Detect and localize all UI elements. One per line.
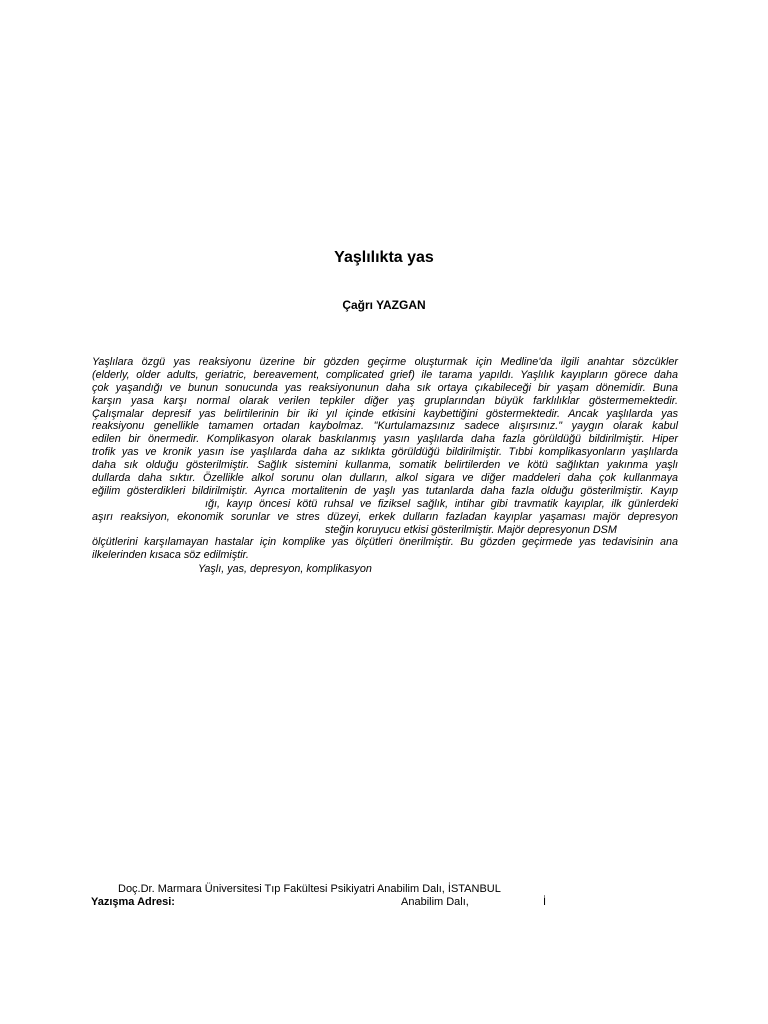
correspondence-label: Yazışma Adresi: xyxy=(91,896,175,908)
abstract-line: çok yaşandığı ve bunun sonucunda yas reaksiyonunun daha sık ortaya çıkabileceği bir yaşam dönemidir. Buna xyxy=(92,381,678,394)
abstract xyxy=(92,356,678,562)
article-title: Yaşlılıkta yas xyxy=(334,249,434,266)
author-affiliation: Doç.Dr. Marmara Üniversitesi Tıp Fakültesi Psikiyatri Anabilim Dalı, İSTANBUL xyxy=(118,883,501,895)
abstract-line: aşırı reaksiyon, ekonomik sorunlar ve stres düzeyi, erkek dulların fazladan kayıplar yaşaması majör depresyon xyxy=(92,510,678,523)
abstract-line: ilkelerinden kısaca söz edilmiştir. xyxy=(92,549,249,562)
abstract-line: steğin koruyucu etkisi gösterilmiştir. Majör depresyonun DSM xyxy=(325,523,617,536)
abstract-line: dullarda daha sıktır. Özellikle alkol sorunu olan dulların, alkol sigara ve diğer maddeleri daha çok kullanmaya xyxy=(92,472,678,485)
abstract-line: (elderly, older adults, geriatric, bereavement, complicated grief) ile tarama yapıldı. Yaşlılık kayıpların görece daha xyxy=(92,368,678,381)
author-name: Çağrı YAZGAN xyxy=(342,298,426,312)
abstract-line: eğilim gösterdikleri bildirilmiştir. Ayrıca mortalitenin de yaşlı yas tutanlarda daha fazla olduğu gösterilmiştir. Kayıp xyxy=(92,484,678,497)
abstract-line: Çalışmalar depresif yas belirtilerinin bir iki yıl içinde etkisini kaybettiğini göstermektedir. Ancak yaşlılarda yas xyxy=(92,407,678,420)
abstract-line: daha sık olduğu gösterilmiştir. Sağlık sistemini kullanma, somatik belirtilerden ve kötü sağlıktan yakınma yaşlı xyxy=(92,459,678,472)
abstract-line: edilen bir önermedir. Komplikasyon olarak baskılanmış yasın yaşlılarda daha fazla görüldüğü bildirilmiştir. Hiper xyxy=(92,433,678,446)
abstract-line: reaksiyonu genellikle tamamen ortadan kaybolmaz. "Kurtulamazsınız sadece alışırsınız." yaygın olarak kabul xyxy=(92,420,678,433)
abstract-line: trofik yas ve kronik yasın ise yaşlılarda daha az sıklıkta görüldüğü bildirilmiştir. Tıbbi komplikasyonların yaşlılarda xyxy=(92,446,678,459)
correspondence-city-fragment: İ xyxy=(543,896,547,908)
correspondence-department: Anabilim Dalı, xyxy=(401,896,469,908)
keywords: Yaşlı, yas, depresyon, komplikasyon xyxy=(198,563,372,575)
abstract-line: ölçütlerini karşılamayan hastalar için komplike yas ölçütleri önerilmiştir. Bu gözden geçirmede yas tedavisinin ana xyxy=(92,536,678,549)
abstract-line: ığı, kayıp öncesi kötü ruhsal ve fiziksel sağlık, intihar gibi travmatik kayıplar, ilk günlerdeki xyxy=(205,497,678,510)
abstract-line: karşın yasa karşı normal olarak verilen tepkiler diğer yaş gruplarından büyük farklılıklar göstermemektedir. xyxy=(92,394,678,407)
abstract-line: Yaşlılara özgü yas reaksiyonu üzerine bir gözden geçirme oluşturmak için Medline'da ilgili anahtar sözcükler xyxy=(92,356,678,368)
